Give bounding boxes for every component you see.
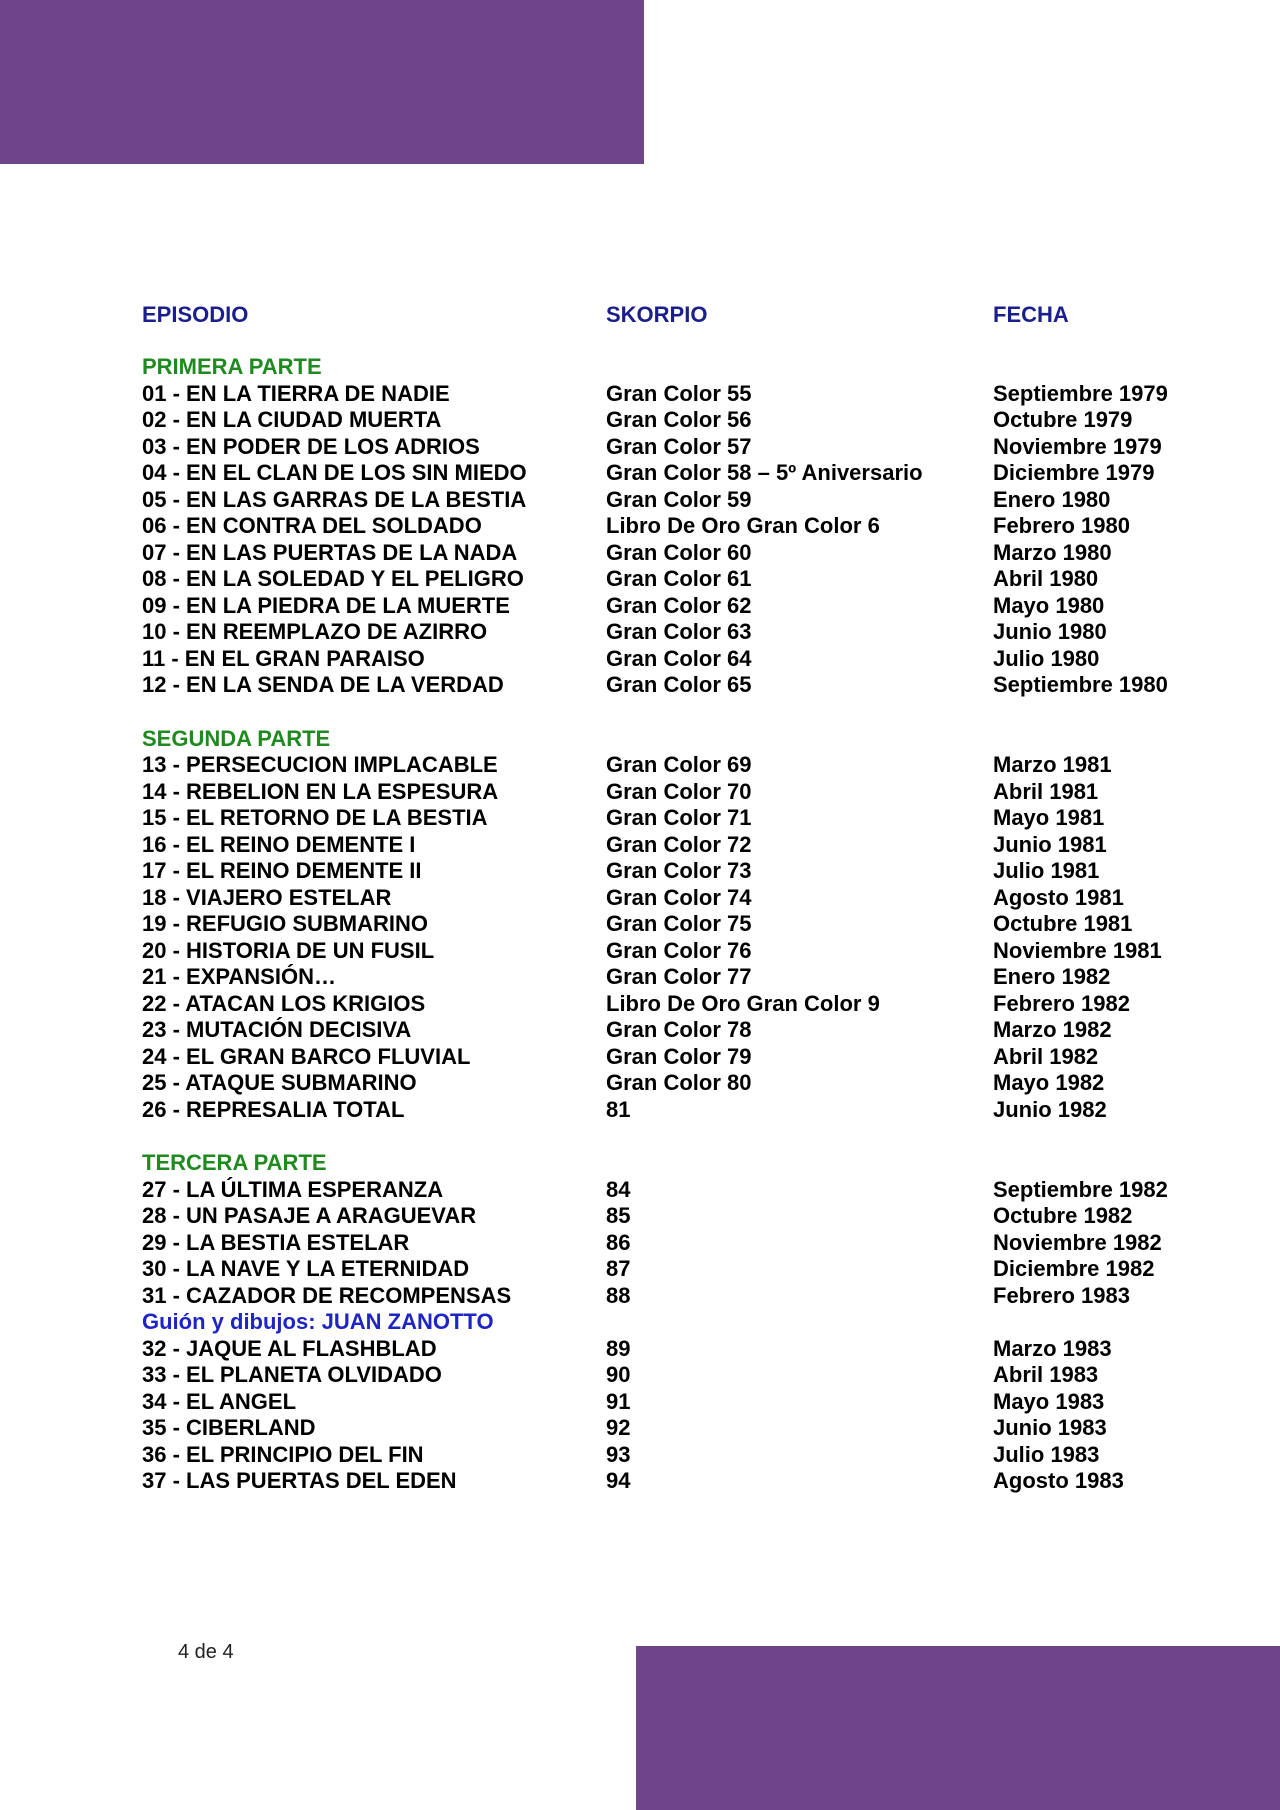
episode-title: 23 - MUTACIÓN DECISIVA: [142, 1017, 412, 1042]
episode-title: 22 - ATACAN LOS KRIGIOS: [142, 990, 426, 1016]
publication-date: Junio 1982: [993, 1096, 1107, 1122]
publication-date: Enero 1982: [993, 964, 1111, 989]
skorpio-issue: Gran Color 80: [606, 1070, 752, 1095]
publication-date: Julio 1983: [993, 1441, 1100, 1467]
episode-title: 03 - EN PODER DE LOS ADRIOS: [142, 433, 480, 459]
publication-date: Noviembre 1981: [993, 937, 1162, 963]
publication-date: Marzo 1983: [993, 1335, 1112, 1361]
publication-date: Julio 1981: [993, 858, 1100, 883]
episode-title: 04 - EN EL CLAN DE LOS SIN MIEDO: [142, 460, 527, 485]
table-row: [142, 1203, 1182, 1230]
publication-date: Septiembre 1979: [993, 380, 1168, 406]
skorpio-issue: Gran Color 64: [606, 645, 752, 671]
episode-title: 16 - EL REINO DEMENTE I: [142, 831, 416, 857]
section-gap: [142, 699, 1182, 726]
header-episode: EPISODIO: [142, 302, 249, 327]
episode-title: 34 - EL ANGEL: [142, 1388, 297, 1414]
table-row: [142, 858, 1182, 885]
episode-table: [142, 301, 1182, 1495]
table-row: [142, 434, 1182, 461]
episode-title: 21 - EXPANSIÓN…: [142, 964, 336, 989]
page-number: 4 de 4: [178, 1641, 234, 1663]
skorpio-issue: 88: [606, 1282, 631, 1308]
publication-date: Enero 1980: [993, 486, 1111, 512]
skorpio-issue: Gran Color 60: [606, 539, 752, 565]
skorpio-issue: Gran Color 72: [606, 831, 752, 857]
part-title: SEGUNDA PARTE: [142, 725, 331, 751]
skorpio-issue: 91: [606, 1388, 631, 1414]
header-date: FECHA: [993, 302, 1069, 327]
episode-title: 09 - EN LA PIEDRA DE LA MUERTE: [142, 592, 510, 618]
table-row: [142, 1336, 1182, 1363]
table-row: [142, 1017, 1182, 1044]
episode-title: 02 - EN LA CIUDAD MUERTA: [142, 407, 442, 432]
publication-date: Febrero 1980: [993, 513, 1130, 538]
skorpio-issue: 93: [606, 1441, 631, 1467]
skorpio-issue: Gran Color 63: [606, 619, 752, 644]
publication-date: Febrero 1983: [993, 1282, 1130, 1308]
table-row: [142, 1177, 1182, 1204]
skorpio-issue: Gran Color 62: [606, 592, 752, 618]
episode-title: 31 - CAZADOR DE RECOMPENSAS: [142, 1282, 512, 1308]
table-row: [142, 1097, 1182, 1124]
table-row: [142, 566, 1182, 593]
table-row: [142, 1389, 1182, 1416]
skorpio-issue: Gran Color 71: [606, 805, 752, 830]
episode-title: 01 - EN LA TIERRA DE NADIE: [142, 380, 450, 406]
header-gap: [142, 329, 1182, 354]
skorpio-issue: Gran Color 77: [606, 964, 752, 989]
table-row: [142, 487, 1182, 514]
publication-date: Octubre 1981: [993, 911, 1133, 936]
table-row: [142, 1442, 1182, 1469]
table-row: [142, 779, 1182, 806]
table-row: [142, 619, 1182, 646]
skorpio-issue: Gran Color 74: [606, 884, 752, 910]
table-row: [142, 1256, 1182, 1283]
section-gap: [142, 1123, 1182, 1150]
skorpio-issue: Gran Color 57: [606, 433, 752, 459]
table-row: [142, 1070, 1182, 1097]
publication-date: Septiembre 1980: [993, 672, 1168, 697]
episode-title: 19 - REFUGIO SUBMARINO: [142, 911, 429, 936]
episode-title: 06 - EN CONTRA DEL SOLDADO: [142, 513, 482, 538]
skorpio-issue: Libro De Oro Gran Color 6: [606, 513, 880, 538]
episode-title: 11 - EN EL GRAN PARAISO: [142, 645, 425, 671]
table-row: [142, 540, 1182, 567]
episode-title: 18 - VIAJERO ESTELAR: [142, 884, 392, 910]
publication-date: Noviembre 1982: [993, 1229, 1162, 1255]
skorpio-issue: Gran Color 73: [606, 858, 752, 883]
skorpio-issue: Gran Color 56: [606, 407, 752, 432]
skorpio-issue: Libro De Oro Gran Color 9: [606, 990, 880, 1016]
skorpio-issue: Gran Color 79: [606, 1043, 752, 1069]
episode-title: 30 - LA NAVE Y LA ETERNIDAD: [142, 1256, 470, 1281]
episode-title: 36 - EL PRINCIPIO DEL FIN: [142, 1441, 424, 1467]
episode-title: 26 - REPRESALIA TOTAL: [142, 1096, 405, 1122]
publication-date: Mayo 1983: [993, 1388, 1105, 1414]
table-row: [142, 1468, 1182, 1495]
skorpio-issue: Gran Color 65: [606, 672, 752, 697]
skorpio-issue: Gran Color 69: [606, 752, 752, 777]
publication-date: Febrero 1982: [993, 990, 1130, 1016]
table-row: [142, 991, 1182, 1018]
publication-date: Octubre 1979: [993, 407, 1133, 432]
episode-title: 28 - UN PASAJE A ARAGUEVAR: [142, 1203, 477, 1228]
episode-title: 20 - HISTORIA DE UN FUSIL: [142, 937, 435, 963]
skorpio-issue: 81: [606, 1096, 631, 1122]
publication-date: Abril 1983: [993, 1362, 1099, 1387]
publication-date: Mayo 1980: [993, 592, 1105, 618]
episode-title: 05 - EN LAS GARRAS DE LA BESTIA: [142, 486, 527, 512]
table-row: [142, 938, 1182, 965]
publication-date: Abril 1982: [993, 1043, 1099, 1069]
publication-date: Diciembre 1982: [993, 1256, 1155, 1281]
skorpio-issue: Gran Color 75: [606, 911, 752, 936]
skorpio-issue: 94: [606, 1468, 631, 1493]
episode-title: 07 - EN LAS PUERTAS DE LA NADA: [142, 539, 518, 565]
parts-container: [142, 354, 1182, 1495]
table-row: [142, 885, 1182, 912]
table-header: [142, 301, 1182, 329]
table-row: [142, 805, 1182, 832]
part-title: TERCERA PARTE: [142, 1150, 327, 1175]
table-row: [142, 1415, 1182, 1442]
publication-date: Marzo 1981: [993, 752, 1112, 777]
episode-title: 14 - REBELION EN LA ESPESURA: [142, 778, 499, 804]
publication-date: Junio 1981: [993, 831, 1107, 857]
table-row: [142, 964, 1182, 991]
episode-title: 25 - ATAQUE SUBMARINO: [142, 1070, 417, 1095]
episode-title: 33 - EL PLANETA OLVIDADO: [142, 1362, 442, 1387]
table-row: [142, 407, 1182, 434]
publication-date: Abril 1981: [993, 778, 1099, 804]
credit-line: Guión y dibujos: JUAN ZANOTTO: [142, 1309, 494, 1334]
publication-date: Junio 1980: [993, 619, 1107, 644]
top-decorative-band: [0, 0, 644, 164]
skorpio-issue: Gran Color 70: [606, 778, 752, 804]
episode-title: 08 - EN LA SOLEDAD Y EL PELIGRO: [142, 566, 524, 591]
skorpio-issue: Gran Color 58 – 5º Aniversario: [606, 460, 923, 485]
publication-date: Marzo 1980: [993, 539, 1112, 565]
table-row: [142, 1283, 1182, 1310]
skorpio-issue: Gran Color 76: [606, 937, 752, 963]
skorpio-issue: 87: [606, 1256, 631, 1281]
episode-title: 37 - LAS PUERTAS DEL EDEN: [142, 1468, 457, 1493]
skorpio-issue: 85: [606, 1203, 631, 1228]
episode-title: 13 - PERSECUCION IMPLACABLE: [142, 752, 498, 777]
table-row: [142, 513, 1182, 540]
episode-title: 10 - EN REEMPLAZO DE AZIRRO: [142, 619, 488, 644]
skorpio-issue: 92: [606, 1415, 631, 1440]
table-row: [142, 381, 1182, 408]
table-row: [142, 1230, 1182, 1257]
episode-title: 12 - EN LA SENDA DE LA VERDAD: [142, 672, 504, 697]
bottom-decorative-band: [636, 1646, 1280, 1810]
table-row: [142, 646, 1182, 673]
skorpio-issue: Gran Color 78: [606, 1017, 752, 1042]
episode-title: 15 - EL RETORNO DE LA BESTIA: [142, 805, 488, 830]
table-row: [142, 1044, 1182, 1071]
publication-date: Abril 1980: [993, 566, 1099, 591]
header-skorpio: SKORPIO: [606, 302, 708, 327]
skorpio-issue: 84: [606, 1176, 631, 1202]
publication-date: Marzo 1982: [993, 1017, 1112, 1042]
skorpio-issue: Gran Color 61: [606, 566, 752, 591]
publication-date: Julio 1980: [993, 645, 1100, 671]
publication-date: Septiembre 1982: [993, 1176, 1168, 1202]
table-row: [142, 460, 1182, 487]
table-row: [142, 672, 1182, 699]
episode-title: 17 - EL REINO DEMENTE II: [142, 858, 422, 883]
skorpio-issue: Gran Color 55: [606, 380, 752, 406]
publication-date: Octubre 1982: [993, 1203, 1133, 1228]
skorpio-issue: 90: [606, 1362, 631, 1387]
table-row: [142, 1362, 1182, 1389]
episode-title: 27 - LA ÚLTIMA ESPERANZA: [142, 1176, 444, 1202]
skorpio-issue: 86: [606, 1229, 631, 1255]
episode-title: 24 - EL GRAN BARCO FLUVIAL: [142, 1043, 471, 1069]
table-row: [142, 911, 1182, 938]
table-row: [142, 832, 1182, 859]
publication-date: Junio 1983: [993, 1415, 1107, 1440]
part-title: PRIMERA PARTE: [142, 354, 322, 379]
publication-date: Agosto 1981: [993, 884, 1124, 910]
table-row: [142, 593, 1182, 620]
publication-date: Mayo 1982: [993, 1070, 1105, 1095]
episode-title: 32 - JAQUE AL FLASHBLAD: [142, 1335, 437, 1361]
publication-date: Diciembre 1979: [993, 460, 1155, 485]
publication-date: Agosto 1983: [993, 1468, 1124, 1493]
episode-title: 35 - CIBERLAND: [142, 1415, 316, 1440]
skorpio-issue: 89: [606, 1335, 631, 1361]
table-row: [142, 752, 1182, 779]
skorpio-issue: Gran Color 59: [606, 486, 752, 512]
episode-title: 29 - LA BESTIA ESTELAR: [142, 1229, 410, 1255]
publication-date: Noviembre 1979: [993, 433, 1162, 459]
publication-date: Mayo 1981: [993, 805, 1105, 830]
